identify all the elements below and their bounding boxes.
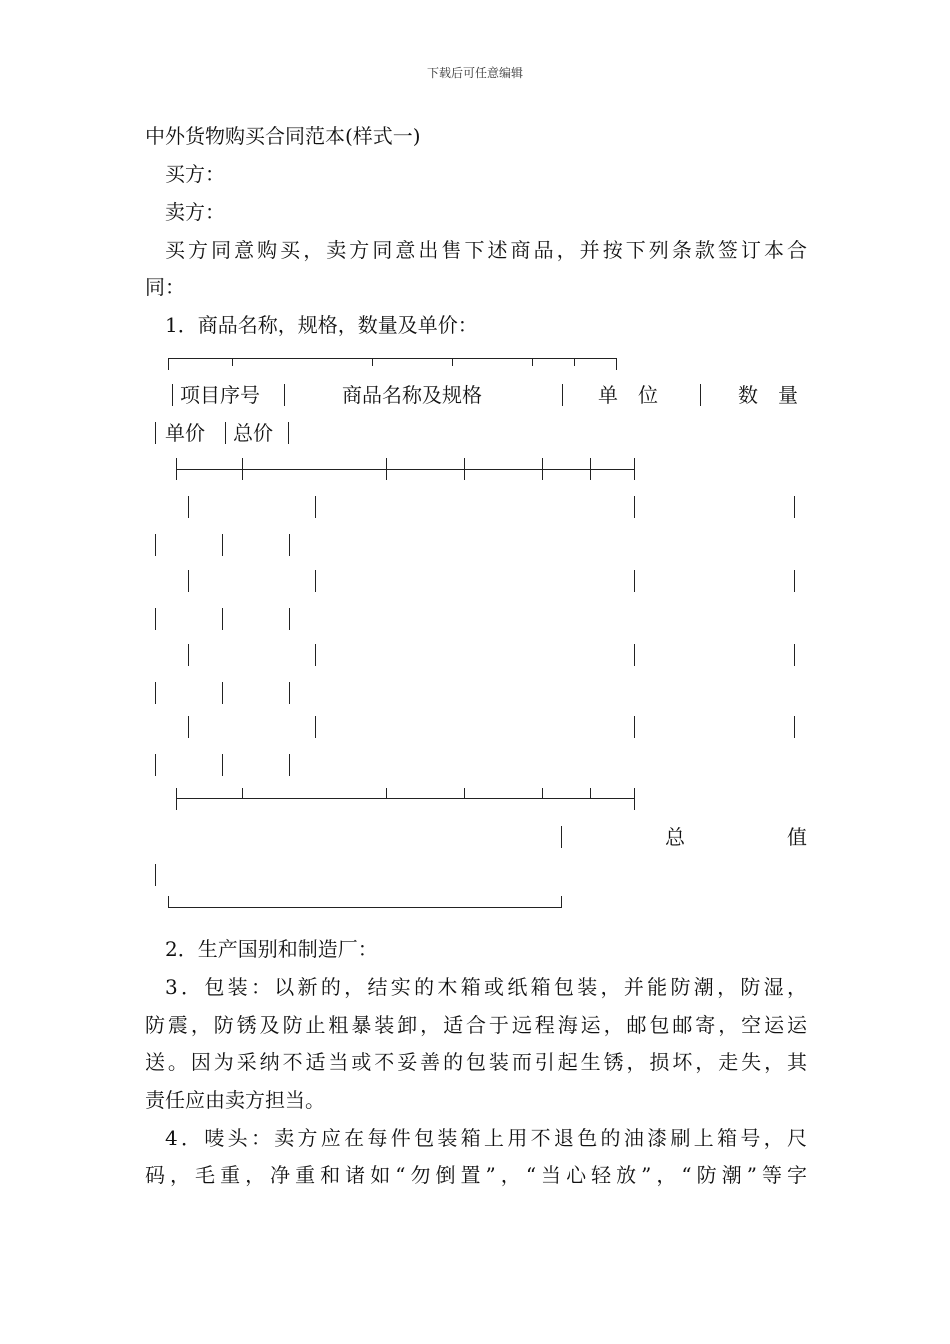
table-bar [155, 608, 156, 630]
table-bar [634, 788, 635, 810]
table-bar [222, 608, 223, 630]
table-bar [315, 570, 316, 592]
table-bar [561, 826, 562, 848]
table-bar [634, 716, 635, 738]
table-final-border [168, 907, 561, 908]
table-border-tick [372, 358, 373, 366]
table-bar [794, 496, 795, 518]
table-bar [188, 716, 189, 738]
clause-1-heading: 1．商品名称，规格，数量及单价： [165, 313, 478, 337]
table-bar [284, 384, 285, 406]
table-bar [315, 644, 316, 666]
table-border-tick [452, 358, 453, 366]
clause-3-line-3: 送。因为采纳不适当或不妥善的包装而引起生锈，损坏，走失，其 [145, 1050, 807, 1074]
table-bar [634, 644, 635, 666]
intro-line-1: 买方同意购买，卖方同意出售下述商品，并按下列条款签订本合 [165, 238, 807, 262]
table-bar [222, 534, 223, 556]
table-bar [155, 864, 156, 886]
table-bar [289, 608, 290, 630]
clause-3-line-1: 3．包装：以新的，结实的木箱或纸箱包装，并能防潮，防湿， [165, 975, 807, 999]
col-qty: 数 量 [738, 383, 798, 407]
table-bar [155, 682, 156, 704]
table-bar [172, 384, 173, 406]
table-bar [561, 896, 562, 908]
table-border-tick [616, 358, 617, 370]
table-bar [794, 570, 795, 592]
table-bar [188, 496, 189, 518]
table-bar [188, 644, 189, 666]
table-bar [242, 458, 243, 480]
table-bar [700, 384, 701, 406]
table-bar [188, 570, 189, 592]
col-name: 商品名称及规格 [342, 383, 482, 407]
clause-2: 2．生产国别和制造厂： [165, 937, 378, 961]
table-border-tick [232, 358, 233, 366]
table-bar [386, 788, 387, 798]
clause-3-line-2: 防震，防锈及防止粗暴装卸，适合于远程海运，邮包邮寄，空运运 [145, 1013, 807, 1037]
table-bar [155, 754, 156, 776]
table-header-separator [176, 469, 634, 470]
table-bar [242, 788, 243, 798]
table-border-tick [574, 358, 575, 366]
table-bar [590, 458, 591, 480]
table-border-tick [532, 358, 533, 366]
table-bar [222, 682, 223, 704]
seller-label: 卖方： [165, 200, 225, 224]
header-note: 下载后可任意编辑 [426, 66, 523, 80]
table-bar [225, 422, 226, 444]
table-bar [386, 458, 387, 480]
table-bar [289, 754, 290, 776]
buyer-label: 买方： [165, 162, 225, 186]
table-bar [590, 788, 591, 798]
clause-4-line-1: 4．唛头：卖方应在每件包装箱上用不退色的油漆刷上箱号，尺 [165, 1126, 807, 1150]
col-seq: 项目序号 [180, 383, 260, 407]
table-bar [289, 534, 290, 556]
table-top-border [168, 358, 616, 359]
table-bar [155, 534, 156, 556]
table-bar [794, 644, 795, 666]
table-bar [634, 458, 635, 480]
table-bar [542, 458, 543, 480]
total-value-label: 总 值 [665, 825, 807, 849]
clause-4-line-2: 码，毛重，净重和诸如“勿倒置”，“当心轻放”，“防潮”等字 [145, 1163, 807, 1187]
table-bar [562, 384, 563, 406]
table-bar [155, 422, 156, 444]
col-unit: 单 位 [598, 383, 658, 407]
col-price: 单价 [165, 421, 205, 445]
table-bar [464, 458, 465, 480]
table-bar [176, 788, 177, 810]
contract-title: 中外货物购买合同范本(样式一) [145, 124, 421, 148]
table-bar [542, 788, 543, 798]
table-bar [464, 788, 465, 798]
table-bar [315, 496, 316, 518]
table-bar [289, 682, 290, 704]
table-border-tick [168, 358, 169, 370]
table-bar [634, 496, 635, 518]
intro-line-2: 同： [145, 275, 185, 299]
table-bar [222, 754, 223, 776]
table-bar [794, 716, 795, 738]
table-bar [315, 716, 316, 738]
col-total: 总价 [233, 421, 273, 445]
table-bar [634, 570, 635, 592]
clause-3-line-4: 责任应由卖方担当。 [145, 1088, 325, 1112]
table-bar [288, 422, 289, 444]
table-bottom-separator [176, 798, 634, 799]
